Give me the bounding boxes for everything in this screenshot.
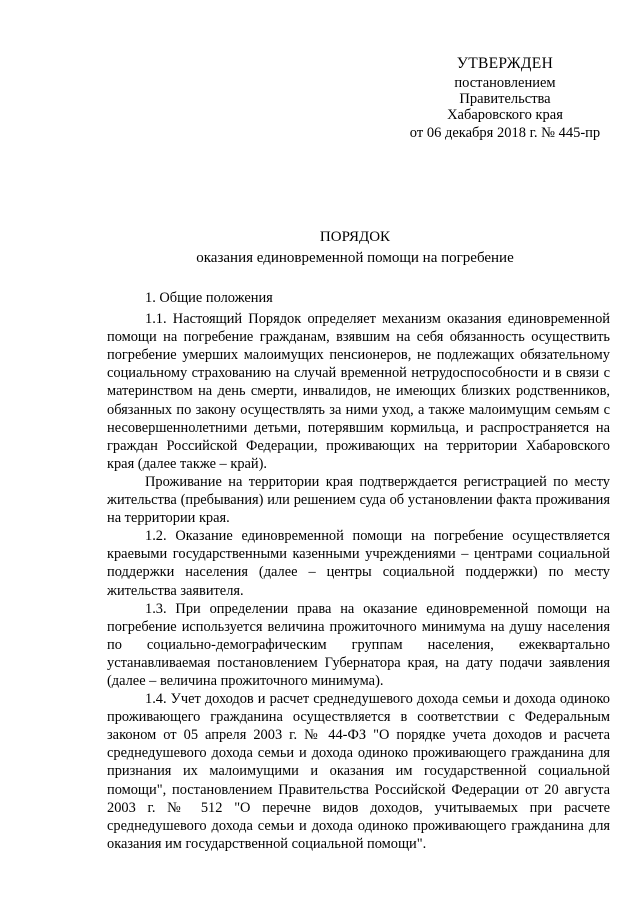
approval-line-2: Правительства xyxy=(459,91,551,107)
approval-line-3: Хабаровского края xyxy=(447,107,563,123)
approval-line-1: постановлением xyxy=(454,75,556,91)
paragraph-1-1: 1.1. Настоящий Порядок определяет механизм оказания единовременной помощи на погребение гражданам, взявшим на себя обязанность осуществить погребение умерших малоимущих пенсионеров, не подлежащих обязательному социальному страхованию на случай временной нетрудоспособности и в связи с материнством на день смерти, инвалидов, не имеющих близких родственников, обязанных по закону осуществлять за ними уход, а также малоимущим семьям с несовершеннолетними детьми, потерявшим кормильца, и распространяется на граждан Российской Федерации, проживающих на территории Хабаровского края (далее также – край). xyxy=(107,311,610,472)
paragraph-residence: Проживание на территории края подтверждается регистрацией по месту жительства (пребывания) или решением суда об установлении факта проживания на территории края. xyxy=(107,473,610,527)
section-heading: 1. Общие положения xyxy=(145,290,273,306)
document-body xyxy=(107,289,610,853)
approval-title: УТВЕРЖДЕН xyxy=(456,55,554,72)
paragraph-1-3: 1.3. При определении права на оказание единовременной помощи на погребение используется величина прожиточного минимума на душу населения по социально-демографическим группам населения, ежеквартально устанавливаемая постановлением Губернатора края, на дату подачи заявления (далее – величина прожиточного минимума). xyxy=(107,600,610,689)
document-title-block xyxy=(0,228,640,267)
approval-date-line: от 06 декабря 2018 г. № 445-пр xyxy=(409,125,601,141)
document-subtitle: оказания единовременной помощи на погребение xyxy=(196,250,514,266)
paragraph-1-2: 1.2. Оказание единовременной помощи на погребение осуществляется краевыми государственными казенными учреждениями – центрами социальной поддержки населения (далее – центры социальной поддержки) по месту жительства заявителя. xyxy=(107,528,610,599)
paragraph-1-4: 1.4. Учет доходов и расчет среднедушевого дохода семьи и дохода одиноко проживающего гражданина осуществляется в соответствии с Федеральным законом от 05 апреля 2003 г. № 44-ФЗ "О порядке учета доходов и расчета среднедушевого дохода семьи и дохода одиноко проживающего гражданина для признания их малоимущими и оказания им государственной социальной помощи", постановлением Правительства Российской Федерации от 20 августа 2003 г. № 512 "О перечне видов доходов, учитываемых при расчете среднедушевого дохода семьи и дохода одиноко проживающего гражданина для оказания им государственной социальной помощи". xyxy=(107,691,610,852)
document-title: ПОРЯДОК xyxy=(319,229,391,245)
approval-stamp xyxy=(380,56,630,141)
